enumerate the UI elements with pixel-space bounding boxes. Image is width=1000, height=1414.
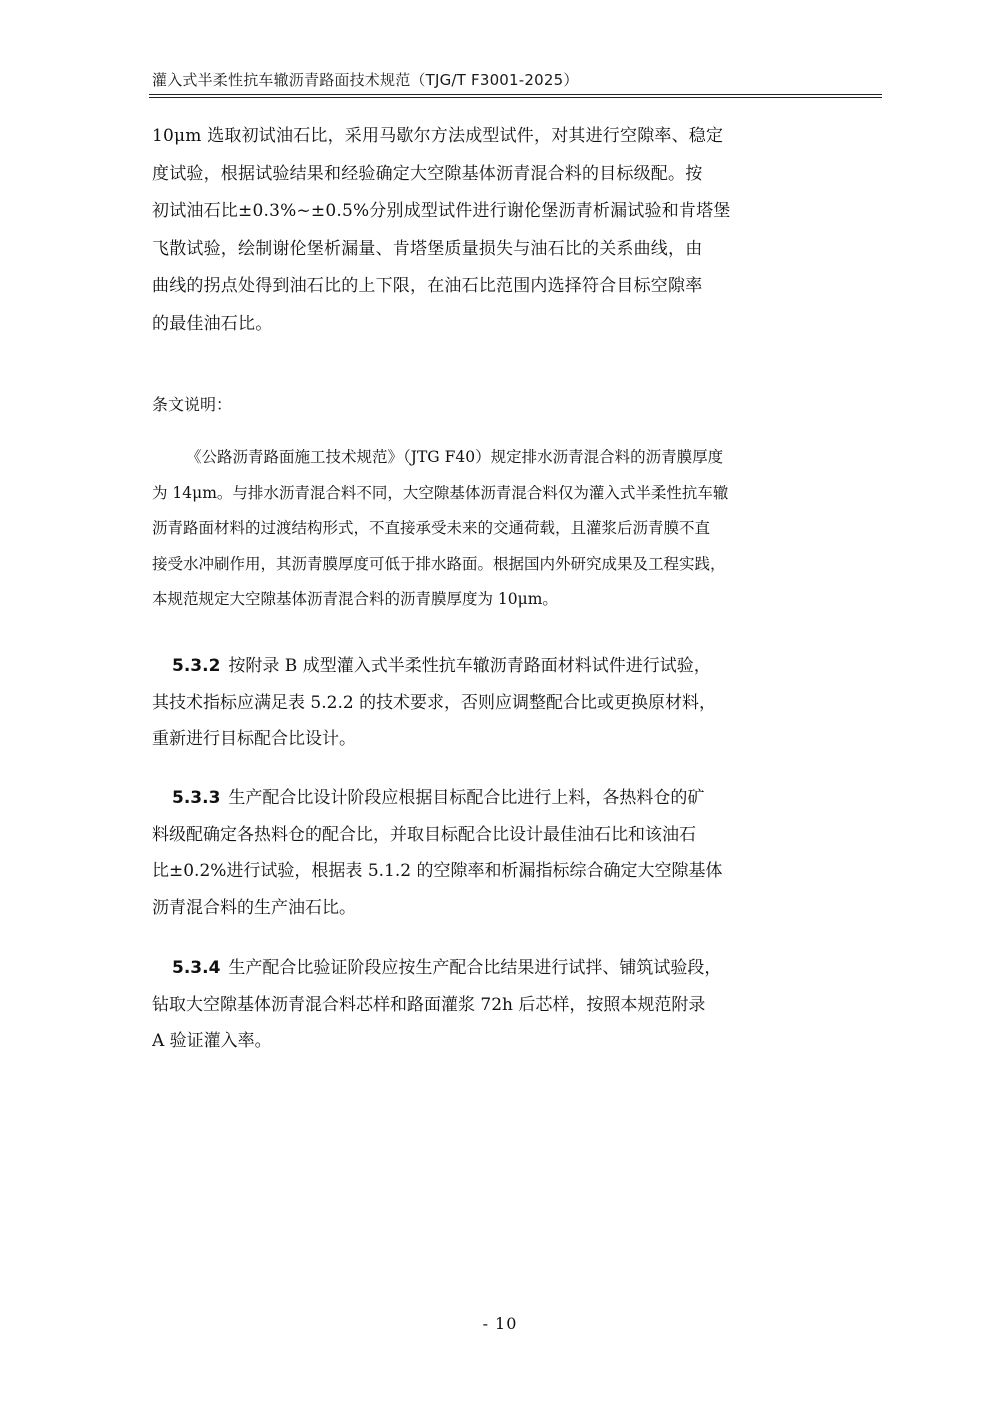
note-line: 沥青路面材料的过渡结构形式，不直接承受未来的交通荷载，且灌浆后沥青膜不直 [152, 519, 711, 537]
clause-5-3-4 [152, 950, 882, 1060]
paragraph-line: 度试验，根据试验结果和经验确定大空隙基体沥青混合料的目标级配。按 [152, 163, 703, 184]
clause-line: A 验证灌入率。 [152, 1031, 272, 1051]
clause-line: 比±0.2%进行试验，根据表 5.1.2 的空隙率和析漏指标综合确定大空隙基体 [152, 861, 723, 881]
page-number: - 10 [482, 1314, 518, 1333]
paragraph-line: 初试油石比±0.3%~±0.5%分别成型试件进行谢伦堡沥青析漏试验和肯塔堡 [152, 201, 731, 222]
clause-number: 5.3.4 [172, 958, 221, 978]
clause-line: 沥青混合料的生产油石比。 [152, 897, 356, 918]
clause-number: 5.3.2 [172, 656, 221, 676]
running-header-title: 灌入式半柔性抗车辙沥青路面技术规范（TJG/T F3001-2025） [152, 71, 579, 89]
clause-line: 其技术指标应满足表 5.2.2 的技术要求，否则应调整配合比或更换原材料， [152, 692, 717, 713]
clause-line: 料级配确定各热料仓的配合比，并取目标配合比设计最佳油石比和该油石 [152, 824, 696, 845]
note-title: 条文说明： [152, 395, 233, 414]
header-rule-thin [149, 97, 882, 98]
note-line: 《公路沥青路面施工技术规范》（JTG F40）规定排水沥青混合料的沥青膜厚度 [186, 448, 724, 466]
intro-paragraph [152, 118, 882, 344]
clause-line: 钻取大空隙基体沥青混合料芯样和路面灌浆 72h 后芯样，按照本规范附录 [152, 994, 706, 1015]
clause-line [152, 648, 882, 685]
clause-text: 生产配合比设计阶段应根据目标配合比进行上料，各热料仓的矿 [228, 788, 705, 808]
paragraph-line: 飞散试验，绘制谢伦堡析漏量、肯塔堡质量损失与油石比的关系曲线，由 [152, 238, 703, 259]
note-line: 本规范规定大空隙基体沥青混合料的沥青膜厚度为 10μm。 [152, 590, 558, 608]
note-line: 接受水冲刷作用，其沥青膜厚度可低于排水路面。根据国内外研究成果及工程实践， [152, 554, 726, 573]
clause-line [152, 780, 882, 817]
paragraph-line: 的最佳油石比。 [152, 313, 273, 334]
clause-text: 按附录 B 成型灌入式半柔性抗车辙沥青路面材料试件进行试验， [228, 656, 711, 676]
note-line: 为 14μm。与排水沥青混合料不同，大空隙基体沥青混合料仅为灌入式半柔性抗车辙 [152, 483, 729, 502]
paragraph-line: 10μm 选取初试油石比，采用马歇尔方法成型试件，对其进行空隙率、稳定 [152, 126, 724, 146]
clause-line [152, 950, 882, 987]
clause-text: 生产配合比验证阶段应按生产配合比结果进行试拌、铺筑试验段， [228, 958, 722, 978]
clause-5-3-3 [152, 780, 882, 926]
header-rule [149, 94, 882, 95]
clause-line: 重新进行目标配合比设计。 [152, 729, 356, 749]
note-paragraph [152, 440, 882, 618]
paragraph-line: 曲线的拐点处得到油石比的上下限，在油石比范围内选择符合目标空隙率 [152, 276, 703, 297]
clause-5-3-2 [152, 648, 882, 758]
clause-number: 5.3.3 [172, 788, 221, 808]
